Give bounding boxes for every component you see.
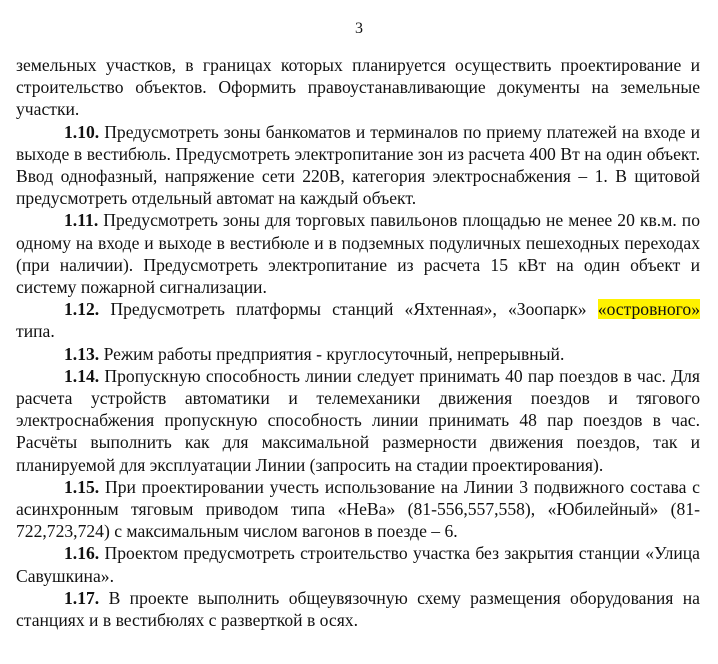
clause-number: 1.15. xyxy=(64,476,100,497)
paragraph-1-14 xyxy=(16,365,700,476)
paragraph-text: В проекте выполнить общеувязочную схему размещения оборудования на станциях и в вестибюлях с разверткой в осях. xyxy=(16,587,700,631)
paragraph-1-17 xyxy=(16,587,700,631)
paragraph-text: Проектом предусмотреть строительство участка без закрытия станции «Улица Савушкина». xyxy=(16,543,700,586)
clause-number: 1.16. xyxy=(64,543,100,564)
paragraph-text: Предусмотреть зоны для торговых павильонов площадью не менее 20 кв.м. по одному на входе и выходе в вестибюле и в подземных подуличных пешеходных переходах (при наличии). Предусмотреть электропитание из расчета 15 кВт на один объект и систему пожарной сигнализации. xyxy=(16,210,700,298)
paragraph-text: Предусмотреть платформы станций «Яхтенная», «Зоопарк» xyxy=(110,299,587,320)
paragraph-continuation xyxy=(16,54,700,121)
clause-number: 1.12. xyxy=(64,299,100,320)
paragraph-1-12 xyxy=(16,298,700,342)
clause-number: 1.14. xyxy=(64,365,100,386)
clause-number: 1.10. xyxy=(64,121,100,142)
clause-number: 1.17. xyxy=(64,587,100,608)
paragraph-1-10 xyxy=(16,121,700,210)
page-number: 3 xyxy=(355,20,363,37)
highlighted-text: «островного» xyxy=(597,299,700,320)
paragraph-1-15 xyxy=(16,476,700,543)
paragraph-text: Предусмотреть зоны банкоматов и терминалов по приему платежей на входе и выходе в вестибюль. Предусмотреть электропитание зон из расчета 400 Вт на один объект. Ввод однофазный, напряжение сети 220В, категория электроснабжения – 1. В щитовой предусмотреть отдельный автомат на каждый объект. xyxy=(16,121,700,209)
paragraph-1-16 xyxy=(16,542,700,586)
paragraph-text: При проектировании учесть использование на Линии 3 подвижного состава с асинхронным тяговым приводом типа «НеВа» (81-556,557,558), «Юбилейный» (81-722,723,724) с максимальным числом вагонов в поезде – 6. xyxy=(16,476,700,542)
paragraph-text: Пропускную способность линии следует принимать 40 пар поездов в час. Для расчета устройств автоматики и телемеханики движения поездов и тягового электроснабжения пропускную способность линии принимать 48 пар поездов в час. Расчёты выполнить как для максимальной размерности движения поездов, так и планируемой для эксплуатации Линии (запросить на стадии проектирования). xyxy=(16,365,701,475)
clause-number: 1.13. xyxy=(64,343,100,364)
paragraph-1-11 xyxy=(16,209,700,298)
clause-number: 1.11. xyxy=(64,210,99,231)
paragraph-text: Режим работы предприятия - круглосуточный, непрерывный. xyxy=(103,343,565,364)
paragraph-text: земельных участков, в границах которых планируется осуществить проектирование и строительство объектов. Оформить правоустанавливающие документы на земельные участки. xyxy=(16,55,700,120)
paragraph-text-after: типа. xyxy=(16,321,55,342)
paragraph-1-13 xyxy=(16,343,700,365)
document-body xyxy=(16,54,700,631)
